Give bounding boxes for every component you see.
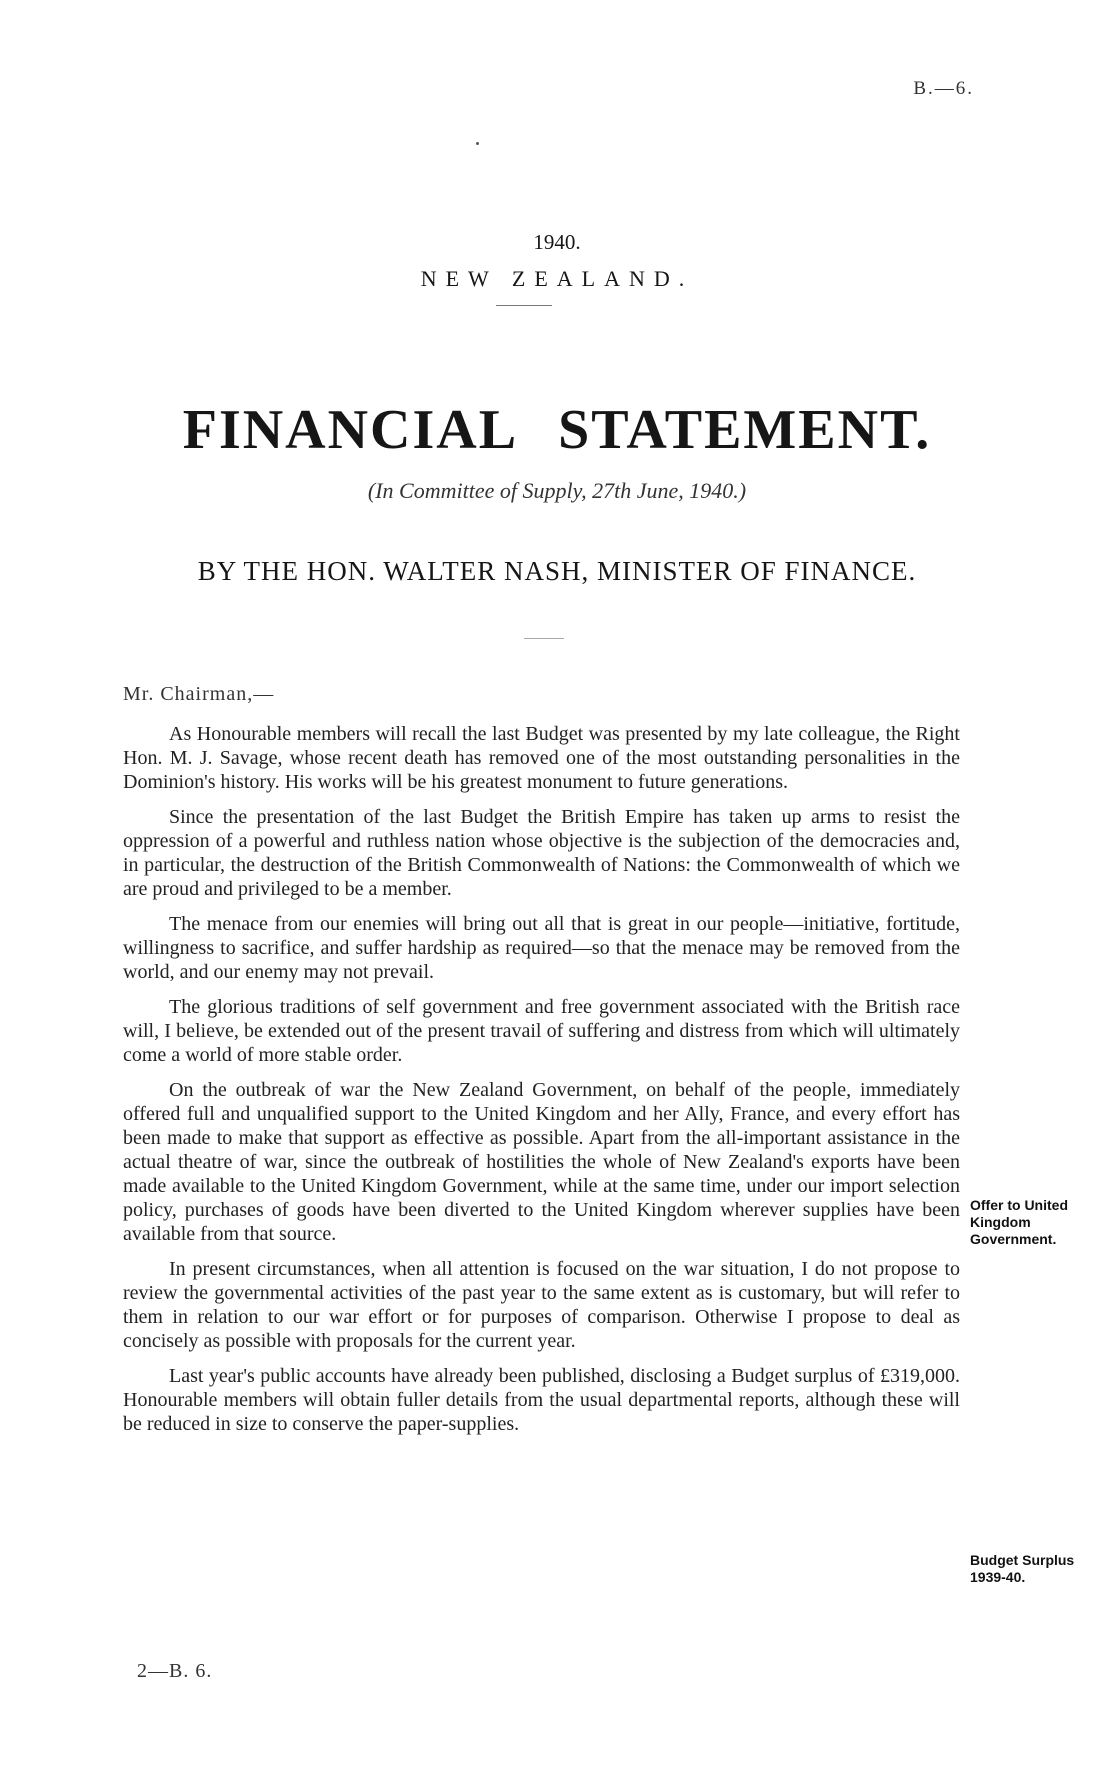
year-heading: 1940. [533,230,581,254]
document-reference: B.—6. [913,78,974,99]
salutation: Mr. Chairman,— [123,683,275,705]
paragraph: Last year's public accounts have already been published, disclosing a Budget surplus of £319,000. Honourable members will obtain fuller details from the usual departmental reports, although these will be reduced in size to conserve the paper-supplies. [123,1365,960,1435]
paragraph: Since the presentation of the last Budget the British Empire has taken up arms to resist the oppression of a powerful and ruthless nation whose objective is the subjection of the democracies and, in particular, the destruction of the British Commonwealth of Nations: the Commonwealth of which we are proud and privileged to be a member. [123,806,960,900]
paragraph: The glorious traditions of self government and free government associated with the British race will, I believe, be extended out of the present travail of suffering and distress from which will ultimately come a world of more stable order. [123,996,960,1066]
page-signature: 2—B. 6. [137,1660,213,1682]
paragraph: As Honourable members will recall the last Budget was presented by my late colleague, the Right Hon. M. J. Savage, whose recent death has removed one of the most outstanding personalities in the Dominion's history. His works will be his greatest monument to future generations. [123,723,960,793]
document-title [0,398,1114,462]
margin-note-offer: Offer to United Kingdom Government. [970,1197,1068,1247]
paragraph: In present circumstances, when all attention is focused on the war situation, I do not propose to review the governmental activities of the past year to the same extent as is customary, but will refer to them in relation to our war effort or for purposes of comparison. Otherwise I propose to deal as concisely as possible with proposals for the current year. [123,1258,960,1352]
divider-rule [496,305,552,306]
paragraph: On the outbreak of war the New Zealand Government, on behalf of the people, immediately offered full and unqualified support to the United Kingdom and her Ally, France, and every effort has been made to make that support as effective as possible. Apart from the all-important assistance in the actual theatre of war, since the outbreak of hostilities the whole of New Zealand's exports have been made available to the United Kingdom Government, while at the same time, under our import selection policy, purchases of goods have been diverted to the United Kingdom wherever supplies have been available from that source. [123,1079,960,1245]
document-subtitle: (In Committee of Supply, 27th June, 1940.) [367,478,747,503]
margin-note-surplus: Budget Surplus 1939-40. [970,1552,1075,1585]
paragraph: The menace from our enemies will bring out all that is great in our people—initiative, fortitude, willingness to sacrifice, and suffer hardship as required—so that the menace may be removed from the world, and our enemy may not prevail. [123,913,960,983]
title-word-statement: STATEMENT. [558,399,932,461]
body-text [123,722,960,1447]
speck-mark [476,142,479,145]
byline: BY THE HON. WALTER NASH, MINISTER OF FINANCE. [197,556,917,586]
divider-rule [524,638,564,639]
title-word-financial: FINANCIAL [182,399,519,461]
country-heading: NEW ZEALAND. [420,266,694,291]
